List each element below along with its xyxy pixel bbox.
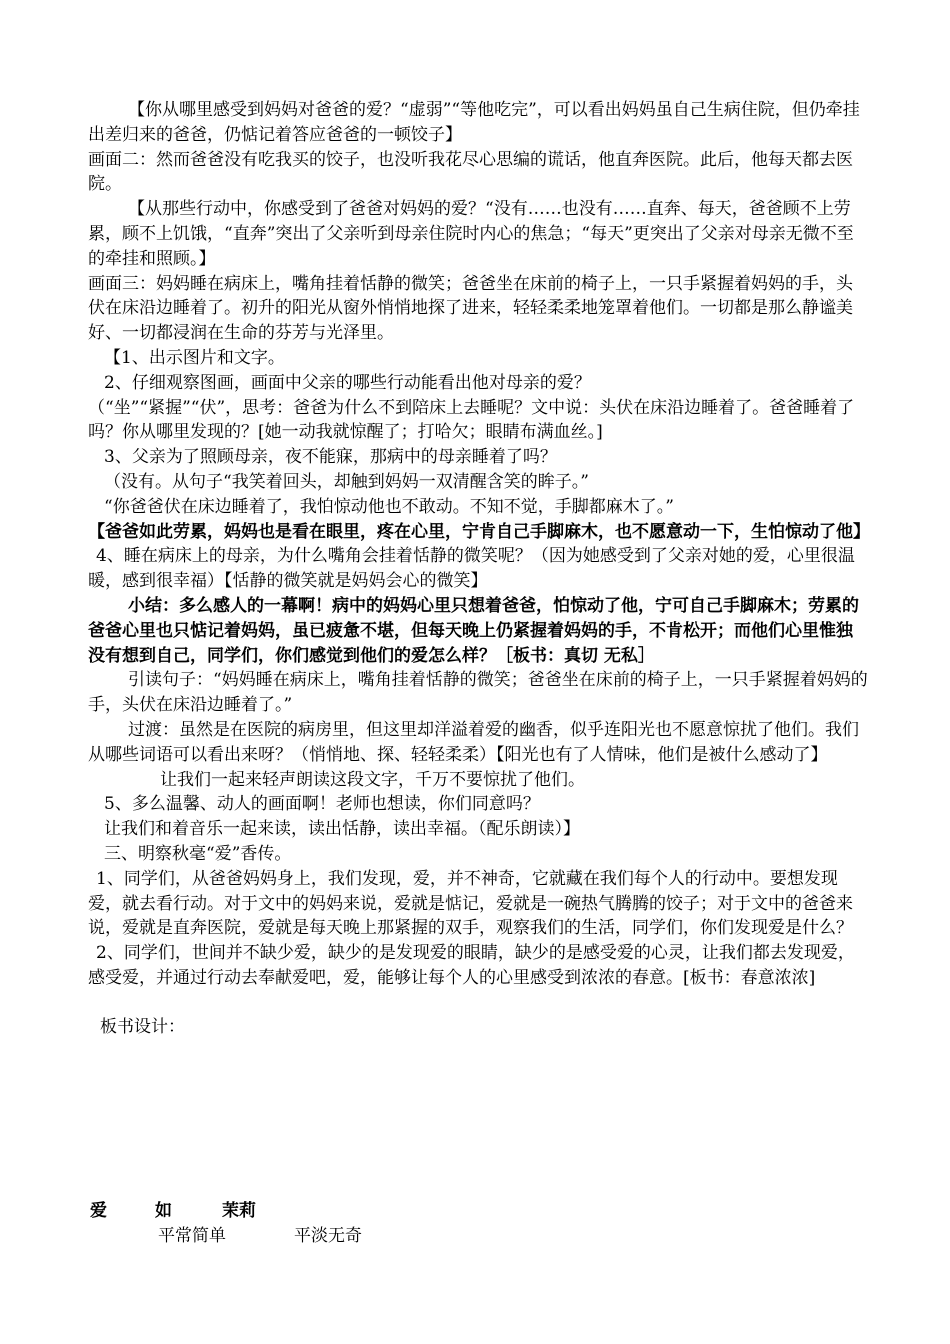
paragraph-20: 1、同学们，从爸爸妈妈身上，我们发现，爱，并不神奇，它就藏在我们每个人的行动中。要想发现爱，就去看行动。对于文中的妈妈来说，爱就是惦记，爱就是一碗热气腾腾的饺子；对于文中的爸爸来说，爱就是直奔医院，爱就是每天晚上那紧握的双手，观察我们的生活，同学们，你们发现爱是什么？ bbox=[88, 868, 853, 939]
paragraph-9: （没有。从句子“我笑着回头，却触到妈妈一双清醒含笑的眸子。” bbox=[104, 471, 589, 492]
paragraph-14: 引读句子：“妈妈睡在病床上，嘴角挂着恬静的微笑；爸爸坐在床前的椅子上，一只手紧握着妈妈的手，头伏在床沿边睡着了。” bbox=[88, 670, 868, 716]
paragraph-6: 2、仔细观察图画，画面中父亲的哪些行动能看出他对母亲的爱？ bbox=[104, 372, 591, 393]
paragraph-10: “你爸爸伏在床边睡着了，我怕惊动他也不敢动。不知不觉，手脚都麻木了。” bbox=[104, 496, 674, 517]
paragraph-2: 画面二：然而爸爸没有吃我买的饺子，也没听我花尽心思编的谎话，他直奔医院。此后，他每天都去医院。 bbox=[88, 149, 853, 195]
board-title-word-2: 如 bbox=[155, 1201, 172, 1221]
paragraph-1: 【你从哪里感受到妈妈对爸爸的爱？“虚弱”“等他吃完”，可以看出妈妈虽自己生病住院，但仍牵挂出差归来的爸爸，仍惦记着答应爸爸的一顿饺子】 bbox=[88, 100, 860, 145]
paragraph-17: 5、多么温馨、动人的画面啊！老师也想读，你们同意吗？ bbox=[104, 794, 540, 815]
paragraph-18: 让我们和着音乐一起来读，读出恬静，读出幸福。（配乐朗读）】 bbox=[104, 819, 580, 840]
board-title-word-3: 茉莉 bbox=[222, 1201, 256, 1221]
paragraph-3: 【从那些行动中，你感受到了爸爸对妈妈的爱？“没有……也没有……直奔、每天，爸爸顾不上劳累，顾不上饥饿，“直奔”突出了父亲听到母亲住院时内心的焦急；“每天”更突出了父亲对母亲无微不至的牵挂和照顾。】 bbox=[88, 199, 854, 269]
document-body bbox=[88, 98, 868, 1039]
paragraph-13: 小结：多么感人的一幕啊！病中的妈妈心里只想着爸爸，怕惊动了他，宁可自己手脚麻木；劳累的爸爸心里也只惦记着妈妈，虽已疲惫不堪，但每天晚上仍紧握着妈妈的手，不肯松开；而他们心里惟独没有想到自己，同学们，你们感觉到他们的爱怎么样？［板书：真切 无私］ bbox=[88, 595, 859, 666]
paragraph-12: 4、睡在病床上的母亲，为什么嘴角会挂着恬静的微笑呢？（因为她感受到了父亲对她的爱，心里很温暖，感到很幸福）【恬静的微笑就是妈妈会心的微笑】 bbox=[88, 546, 855, 592]
paragraph-8: 3、父亲为了照顾母亲，夜不能寐，那病中的母亲睡着了吗？ bbox=[104, 447, 557, 468]
paragraph-19: 三、明察秋毫“爱”香传。 bbox=[104, 843, 292, 864]
paragraph-15: 过渡：虽然是在医院的病房里，但这里却洋溢着爱的幽香，似乎连阳光也不愿意惊扰了他们。我们从哪些词语可以看出来呀？（悄悄地、探、轻轻柔柔）【阳光也有了人情味，他们是被什么感动了】 bbox=[88, 719, 859, 765]
paragraph-5: 【1、出示图片和文字。 bbox=[104, 347, 285, 368]
board-left-line: 平常简单 bbox=[158, 1226, 226, 1246]
paragraph-11: 【爸爸如此劳累，妈妈也是看在眼里，疼在心里，宁肯自己手脚麻木，也不愿意动一下，生怕惊动了他】 bbox=[88, 521, 870, 542]
board-right-line: 平淡无奇 bbox=[294, 1226, 362, 1246]
board-design-heading: 板书设计： bbox=[100, 1016, 185, 1037]
paragraph-16: 让我们一起来轻声朗读这段文字，千万不要惊扰了他们。 bbox=[160, 769, 585, 790]
board-title-word-1: 爱 bbox=[90, 1201, 107, 1221]
paragraph-4: 画面三：妈妈睡在病床上，嘴角挂着恬静的微笑；爸爸坐在床前的椅子上，一只手紧握着妈妈的手，头伏在床沿边睡着了。初升的阳光从窗外悄悄地探了进来，轻轻柔柔地笼罩着他们。一切都是那么静谧美好、一切都浸润在生命的芬芳与光泽里。 bbox=[88, 273, 853, 344]
paragraph-21: 2、同学们，世间并不缺少爱，缺少的是发现爱的眼睛，缺少的是感受爱的心灵，让我们都去发现爱，感受爱，并通过行动去奉献爱吧，爱，能够让每个人的心里感受到浓浓的春意。[板书：春意浓浓] bbox=[88, 943, 855, 988]
paragraph-7: （“坐”“紧握”“伏”，思考：爸爸为什么不到陪床上去睡呢？文中说：头伏在床沿边睡着了。爸爸睡着了吗？你从哪里发现的？[她一动我就惊醒了；打哈欠；眼睛布满血丝。] bbox=[88, 397, 855, 443]
